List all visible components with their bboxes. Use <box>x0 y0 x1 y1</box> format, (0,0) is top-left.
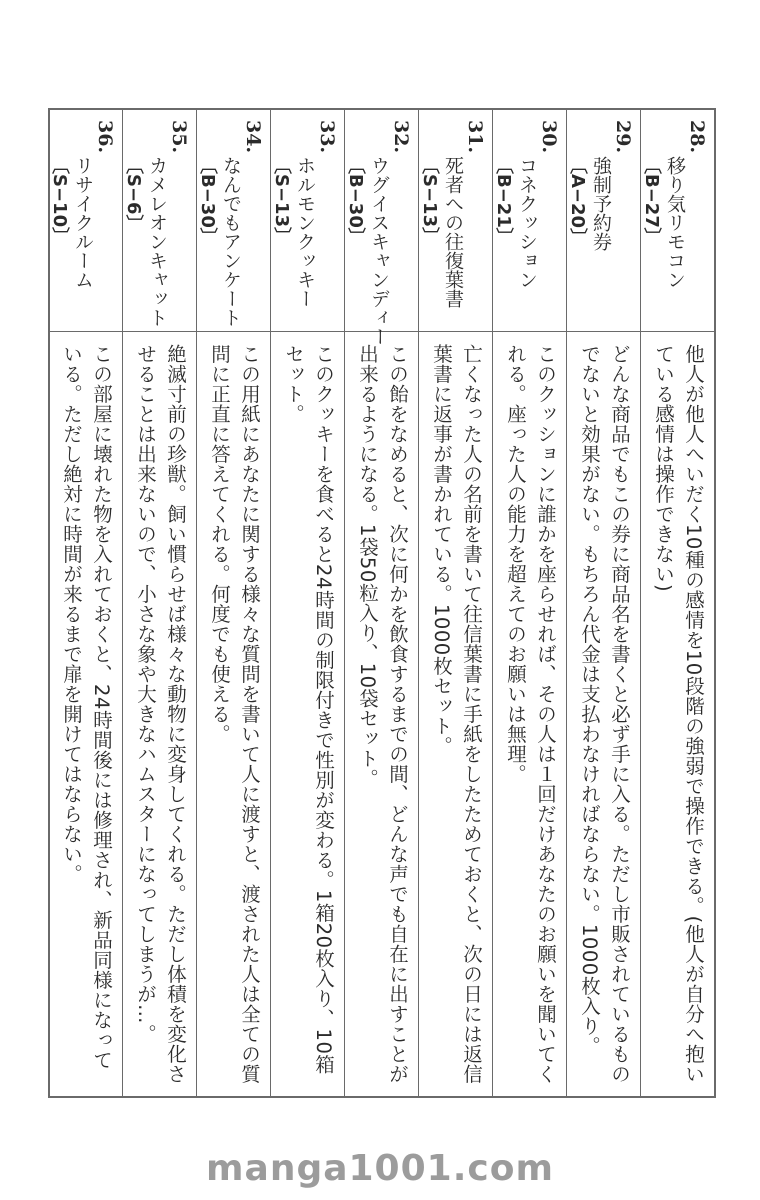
card-number: 36. <box>94 120 116 154</box>
card-header <box>48 110 122 332</box>
card-number: 30. <box>538 120 560 154</box>
card-rank: 〔B−30〕 <box>345 156 366 246</box>
card-description: このクッキーを食べると24時間の制限付きで性別が変わる。1箱20枚入り、10箱セット。 <box>282 344 335 1075</box>
card-body <box>641 332 714 1096</box>
card-name: コネクッション <box>516 156 538 289</box>
card-header <box>419 110 492 332</box>
card-name: 死者への往復葉書 <box>442 156 464 308</box>
card-name: ウグイスキャンディー <box>368 156 390 346</box>
card-header <box>271 110 344 332</box>
card-rank: 〔A−20〕 <box>567 156 588 247</box>
card-entry-34 <box>196 110 270 1096</box>
card-description: 亡くなった人の名前を書いて往信葉書に手紙をしたためておくと、次の日には返信葉書に返事が書かれている。1000枚セット。 <box>430 344 483 1084</box>
card-body <box>567 332 640 1096</box>
card-entry-31 <box>418 110 492 1096</box>
card-description: この飴をなめると、次に何かを飲食するまでの間、どんな声でも自在に出すことが出来るようになる。1袋50粒入り、10袋セット。 <box>356 344 409 1084</box>
card-rank: 〔B−21〕 <box>493 156 514 246</box>
card-entry-35 <box>122 110 196 1096</box>
site-watermark: manga1001.com <box>206 1148 554 1189</box>
card-description: この部屋に壊れた物を入れておくと、24時間後には修理され、新品同様になっている。ただし絶対に時間が来るまで扉を開けてはならない。 <box>60 344 113 1070</box>
card-description: このクッションに誰かを座らせれば、その人は１回だけあなたのお願いを聞いてくれる。座った人の能力を超えてのお願いは無理。 <box>504 344 557 1084</box>
card-header <box>567 110 640 332</box>
card-description: 他人が他人へいだく10種の感情を10段階の強弱で操作できる。(他人が自分へ抱いている感情は操作できない) <box>652 344 705 1084</box>
card-name: 強制予約券 <box>590 156 612 251</box>
card-entry-36 <box>48 110 122 1096</box>
card-header <box>197 110 270 332</box>
card-name: ホルモンクッキー <box>294 156 316 308</box>
card-body <box>271 332 344 1096</box>
card-number: 28. <box>686 120 708 154</box>
card-body <box>123 332 196 1096</box>
card-body <box>48 332 122 1096</box>
card-description: この用紙にあなたに関する様々な質問を書いて人に渡すと、渡された人は全ての質問に正直に答えてくれる。何度でも使える。 <box>208 344 261 1084</box>
card-description: どんな商品でもこの券に商品名を書くと必ず手に入る。ただし市販されているものでないと効果がない。もちろん代金は支払わなければならない。1000枚入り。 <box>578 344 631 1084</box>
card-entry-30 <box>492 110 566 1096</box>
card-header <box>641 110 714 332</box>
card-rank: 〔S−13〕 <box>419 156 440 246</box>
card-number: 35. <box>168 120 190 154</box>
card-rank: 〔B−30〕 <box>197 156 218 246</box>
card-number: 31. <box>464 120 486 154</box>
card-name: 移り気リモコン <box>664 156 686 289</box>
card-body <box>419 332 492 1096</box>
card-header <box>123 110 196 332</box>
card-number: 34. <box>242 120 264 154</box>
card-entry-32 <box>344 110 418 1096</box>
card-description: 絶滅寸前の珍獣。飼い慣らせば様々な動物に変身してくれる。ただし体積を変化させることは出来ないので、小さな象や大きなハムスターになってしまうが…。 <box>134 344 187 1084</box>
card-name: カメレオンキャット <box>146 156 168 327</box>
card-name: なんでもアンケート <box>220 156 242 327</box>
card-name: リサイクルーム <box>72 156 94 289</box>
card-header <box>345 110 418 346</box>
card-body <box>197 332 270 1096</box>
card-entry-33 <box>270 110 344 1096</box>
card-rank: 〔S−6〕 <box>123 156 144 233</box>
card-entry-29 <box>566 110 640 1096</box>
card-rank: 〔B−27〕 <box>641 156 662 246</box>
card-number: 29. <box>612 120 634 154</box>
card-number: 32. <box>390 120 412 154</box>
card-body <box>345 332 418 1096</box>
card-body <box>493 332 566 1096</box>
card-entry-28 <box>640 110 714 1096</box>
card-list-table <box>48 108 716 1098</box>
card-number: 33. <box>316 120 338 154</box>
card-header <box>493 110 566 332</box>
card-rank: 〔S−10〕 <box>49 156 70 246</box>
card-rank: 〔S−13〕 <box>271 156 292 246</box>
